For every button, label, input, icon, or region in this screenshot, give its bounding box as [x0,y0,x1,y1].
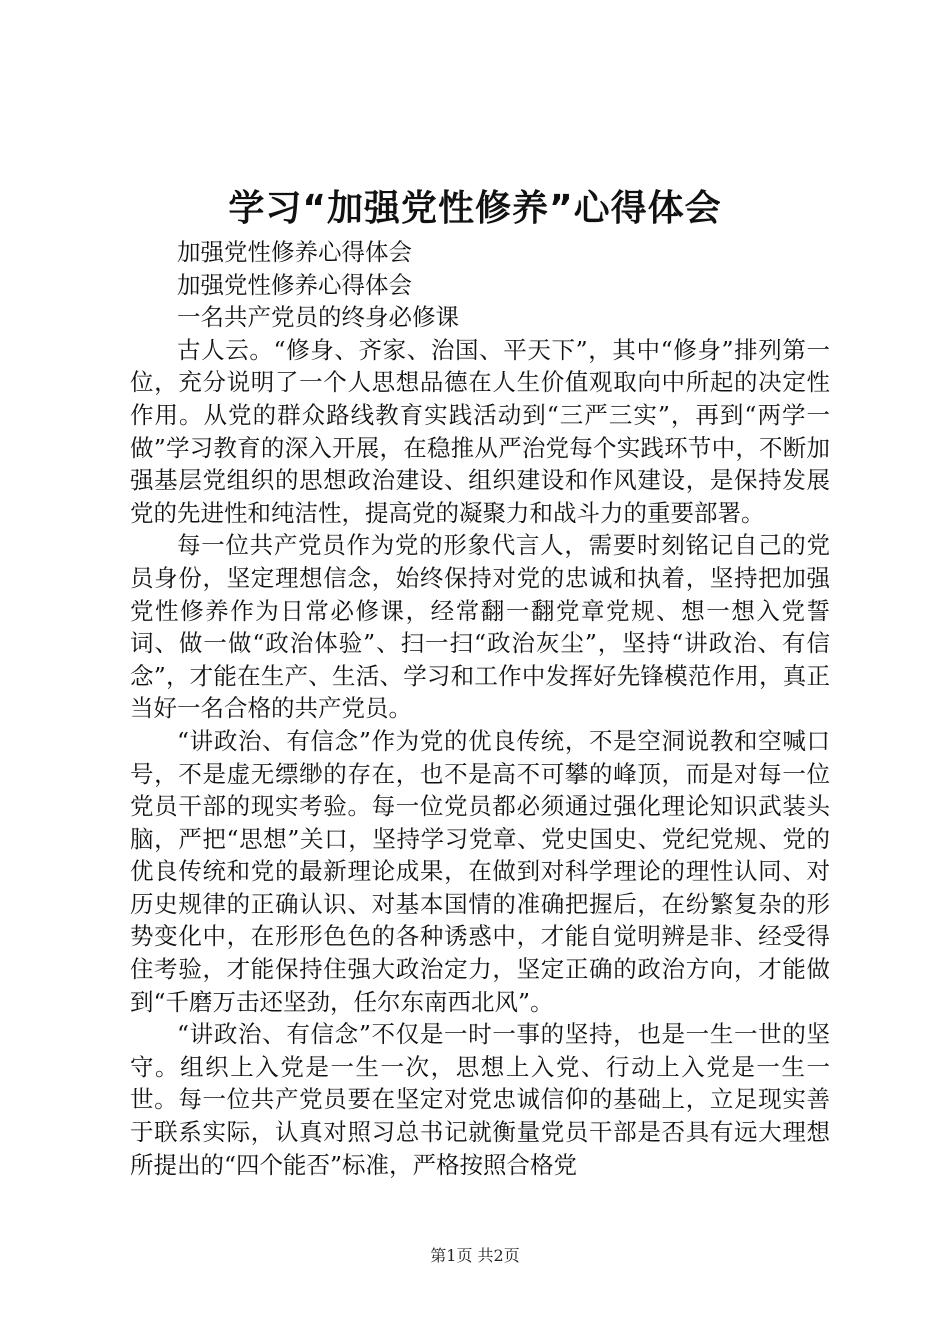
subtitle-line: 加强党性修养心得体会 [177,270,412,299]
body-paragraph: “讲政治、有信念”作为党的优良传统，不是空洞说教和空喊口号，不是虚无缥缈的存在，也不是高不可攀的峰顶，而是对每一位党员干部的现实考验。每一位党员都必须通过强化理论知识武装头脑，严把“思想”关口，坚持学习党章、党史国史、党纪党规、党的优良传统和党的最新理论成果，在做到对科学理论的理性认同、对历史规律的正确认识、对基本国情的准确把握后，在纷繁复杂的形势变化中，在形形色色的各种诱惑中，才能自觉明辨是非、经受得住考验，才能保持住强大政治定力，坚定正确的政治方向，才能做到“千磨万击还坚劲，任尔东南西北风”。 [130,726,830,1016]
body-paragraph: 每一位共产党员作为党的形象代言人，需要时刻铭记自己的党员身份，坚定理想信念，始终保持对党的忠诚和执着，坚持把加强党性修养作为日常必修课，经常翻一翻党章党规、想一想入党誓词、做一做“政治体验”、扫一扫“政治灰尘”，坚持“讲政治、有信念”，才能在生产、生活、学习和工作中发挥好先锋模范作用，真正当好一名合格的共产党员。 [130,531,830,723]
document-body [130,236,830,1181]
body-paragraph: “讲政治、有信念”不仅是一时一事的坚持，也是一生一世的坚守。组织上入党是一生一次，思想上入党、行动上入党是一生一世。每一位共产党员要在坚定对党忠诚信仰的基础上，立足现实善于联系实际，认真对照习总书记就衡量党员干部是否具有远大理想所提出的“四个能否”标准，严格按照合格党 [130,1020,830,1179]
document-title: 学习“加强党性修养”心得体会 [228,188,722,229]
subtitle-line: 一名共产党员的终身必修课 [177,303,459,332]
subtitle-line: 加强党性修养心得体会 [177,238,412,266]
body-paragraph: 古人云。“修身、齐家、治国、平天下”，其中“修身”排列第一位，充分说明了一个人思想品德在人生价值观取向中所起的决定性作用。从党的群众路线教育实践活动到“三严三实”，再到“两学一做”学习教育的深入开展，在稳推从严治党每个实践环节中，不断加强基层党组织的思想政治建设、组织建设和作风建设，是保持发展党的先进性和纯洁性，提高党的凝聚力和战斗力的重要部署。 [130,335,830,527]
page-number-footer: 第1页 共2页 [430,1246,520,1265]
